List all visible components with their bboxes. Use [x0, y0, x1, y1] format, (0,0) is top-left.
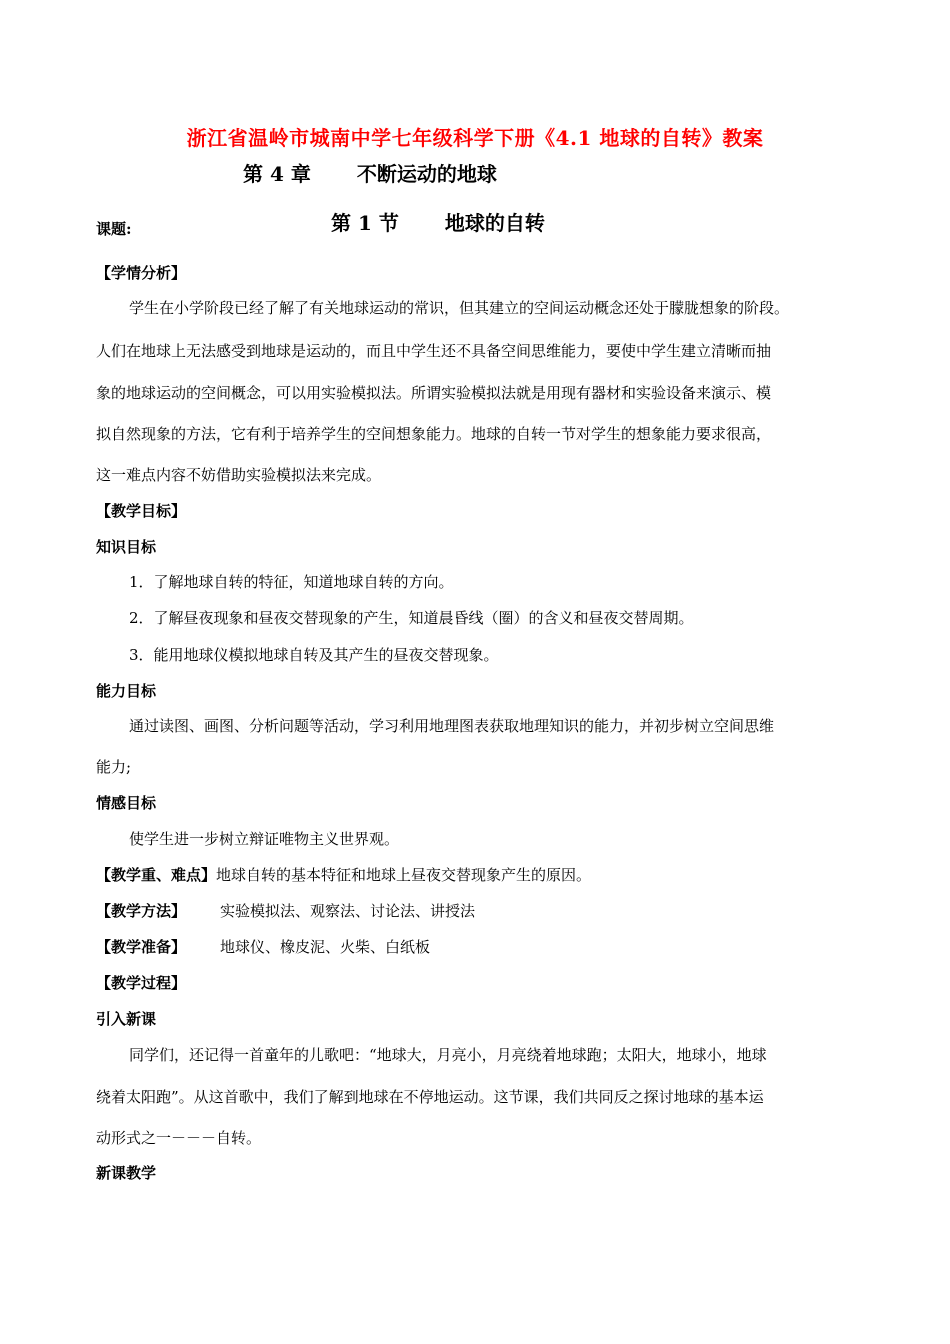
- key-points-row: [96, 864, 591, 885]
- knowledge-goal-item: 2．了解昼夜现象和昼夜交替现象的产生，知道晨昏线（圈）的含义和昼夜交替周期。: [129, 609, 694, 627]
- section-name: 地球的自转: [444, 211, 545, 235]
- ability-goal-line: 能力;: [96, 758, 132, 776]
- methods-row: [96, 900, 475, 921]
- process-heading: 【教学过程】: [96, 974, 187, 992]
- intro-line: 同学们，还记得一首童年的儿歌吧：“地球大，月亮小，月亮绕着地球跑；太阳大，地球小，地球: [129, 1046, 767, 1064]
- ability-goal-line: 通过读图、画图、分析问题等活动，学习利用地理图表获取地理知识的能力，并初步树立空间思维: [129, 717, 775, 735]
- analysis-line: 学生在小学阶段已经了解了有关地球运动的常识，但其建立的空间运动概念还处于朦胧想象的阶段。: [129, 299, 790, 317]
- emotion-goals-title: 情感目标: [96, 794, 157, 812]
- chapter-heading: [243, 158, 497, 187]
- chapter-number: 第 4 章: [243, 162, 311, 186]
- methods-label: 【教学方法】: [96, 902, 187, 920]
- new-lesson-title: 新课教学: [96, 1164, 157, 1182]
- knowledge-goal-item: 1．了解地球自转的特征，知道地球自转的方向。: [129, 573, 454, 591]
- section-heading: [331, 207, 545, 236]
- analysis-line: 这一难点内容不妨借助实验模拟法来完成。: [96, 466, 382, 484]
- intro-line: 动形式之一－－－自转。: [96, 1129, 262, 1147]
- document-title: 浙江省温岭市城南中学七年级科学下册《4.1 地球的自转》教案: [186, 126, 764, 150]
- methods-text: 实验模拟法、观察法、讨论法、讲授法: [220, 902, 476, 920]
- goals-heading: 【教学目标】: [96, 502, 187, 520]
- knowledge-goals-title: 知识目标: [96, 538, 157, 556]
- analysis-line: 象的地球运动的空间概念，可以用实验模拟法。所谓实验模拟法就是用现有器材和实验设备来演示、模: [96, 384, 772, 402]
- analysis-heading: 【学情分析】: [96, 264, 187, 282]
- emotion-goal-text: 使学生进一步树立辩证唯物主义世界观。: [129, 830, 400, 848]
- chapter-name: 不断运动的地球: [356, 162, 497, 186]
- preparation-row: [96, 936, 430, 957]
- preparation-text: 地球仪、橡皮泥、火柴、白纸板: [220, 938, 431, 956]
- intro-title: 引入新课: [96, 1010, 157, 1028]
- analysis-line: 人们在地球上无法感受到地球是运动的，而且中学生还不具备空间思维能力，要使中学生建立清晰而抽: [96, 342, 772, 360]
- section-number: 第 1 节: [331, 211, 399, 235]
- key-points-label: 【教学重、难点】: [96, 866, 217, 884]
- lesson-label: 课题:: [96, 220, 132, 238]
- intro-line: 绕着太阳跑”。从这首歌中，我们了解到地球在不停地运动。这节课，我们共同反之探讨地球的基本运: [96, 1088, 764, 1106]
- key-points-text: 地球自转的基本特征和地球上昼夜交替现象产生的原因。: [216, 866, 592, 884]
- ability-goals-title: 能力目标: [96, 682, 157, 700]
- knowledge-goal-item: 3．能用地球仪模拟地球自转及其产生的昼夜交替现象。: [129, 646, 499, 664]
- analysis-line: 拟自然现象的方法，它有利于培养学生的空间想象能力。地球的自转一节对学生的想象能力要求很高，: [96, 425, 772, 443]
- preparation-label: 【教学准备】: [96, 938, 187, 956]
